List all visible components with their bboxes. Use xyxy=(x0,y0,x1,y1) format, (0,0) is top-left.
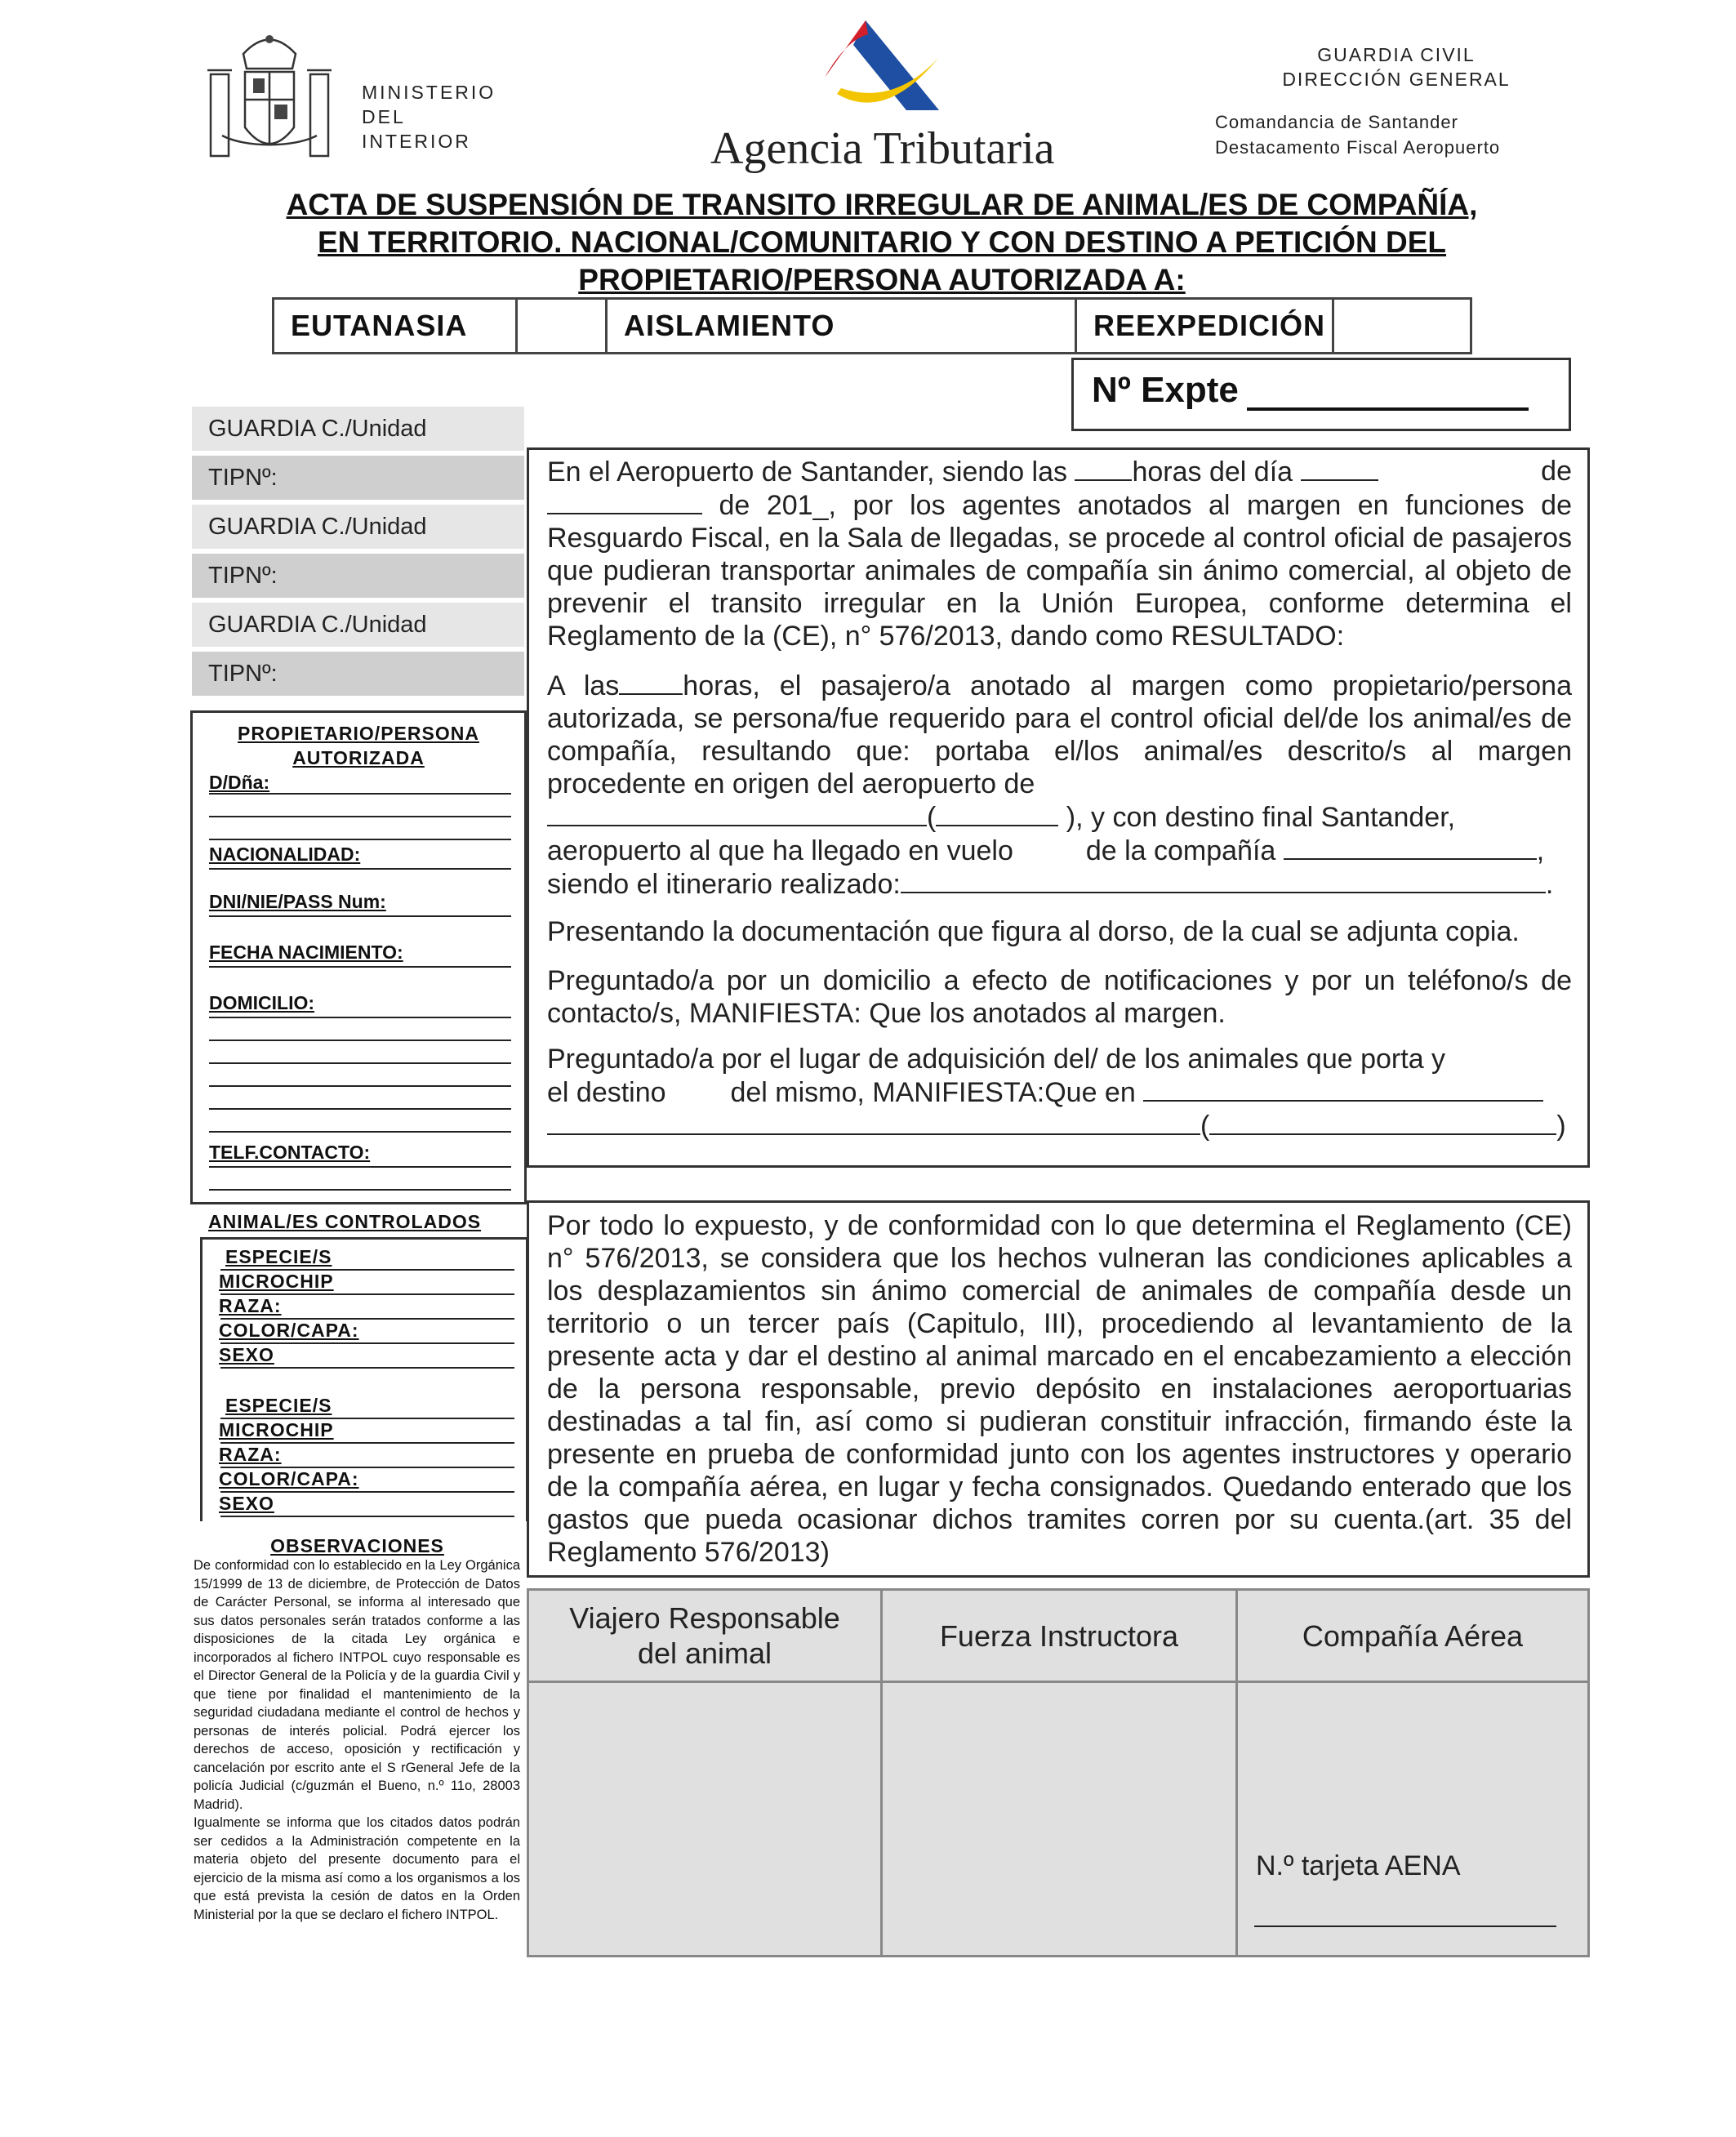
microchip-label: MICROCHIP xyxy=(219,1419,334,1440)
report-body xyxy=(527,447,1590,1168)
owner-heading-line: AUTORIZADA xyxy=(292,747,425,768)
checkbox-eutanasia[interactable] xyxy=(518,300,608,352)
hour-field[interactable] xyxy=(1075,455,1132,481)
address-field[interactable] xyxy=(209,1085,511,1087)
expte-field[interactable] xyxy=(1247,375,1529,411)
animals-heading: ANIMAL/ES CONTROLADOS xyxy=(208,1211,482,1232)
ministry-line: INTERIOR xyxy=(362,131,471,152)
comandancia-block xyxy=(1215,109,1500,160)
paragraph-conclusion: Por todo lo expuesto, y de conformidad con lo que determina el Reglamento (CE) n° 576/2013, se considera que los hechos vulneran las condiciones aplicables a los desplazamientos sin ánimo comercial de animales de compañía desde un territorio o un tercer país (Capitulo, III), procediendo al levantamiento de la presente acta y dar el destino al animal marcado en el encabezamiento a elección de la persona responsable, previo depósito en instalaciones aeroportuarias destinadas a tal fin, así como si pudieran constituir infracción, firmando éste la presente en prueba de conformidad junto con los agentes instructores y operario de la compañía aérea, en lugar y fecha consignados. Quedando enterado que los gastos que pueda ocasionar dichos tramites corren por su cuenta.(art. 35 del Reglamento 576/2013) xyxy=(547,1210,1572,1568)
p2-text: A las xyxy=(547,670,620,701)
sex-field[interactable] xyxy=(220,1367,514,1369)
signature-table xyxy=(527,1588,1590,1957)
origin-country-field[interactable] xyxy=(936,800,1058,826)
breed-label: RAZA: xyxy=(219,1444,282,1465)
sex-label: SEXO xyxy=(219,1344,274,1365)
owner-name-field[interactable] xyxy=(209,793,511,795)
address-field[interactable] xyxy=(209,1131,511,1133)
agent-tip-field[interactable]: TIPNº: xyxy=(192,456,524,500)
phone-field[interactable] xyxy=(209,1166,511,1168)
agent-unit-field[interactable]: GUARDIA C./Unidad xyxy=(192,603,524,647)
breed-label: RAZA: xyxy=(219,1295,282,1316)
paragraph-documentation: Presentando la documentación que figura al dorso, de la cual se adjunta copia. xyxy=(547,916,1520,947)
option-reexpedicion: REEXPEDICIÓN xyxy=(1077,300,1334,352)
owner-name-field[interactable] xyxy=(209,839,511,840)
p1-text: horas del día xyxy=(1132,456,1293,488)
p2-text: de la compañía xyxy=(1085,835,1276,866)
address-field[interactable] xyxy=(209,1062,511,1064)
color-label: COLOR/CAPA: xyxy=(219,1468,359,1489)
p2-text: horas, el pasajero/a anotado al margen como propietario/persona autorizada, se persona/fue requerido para el control oficial del/de los animal/es de compañía, resultando que: portaba el/los animal/es descrito/s al margen procedente en origen del aeropuerto de xyxy=(547,670,1572,799)
color-label: COLOR/CAPA: xyxy=(219,1320,359,1341)
p2-text: siendo el itinerario realizado: xyxy=(547,869,901,900)
checkbox-reexpedicion[interactable] xyxy=(1334,300,1470,352)
ministry-line: DEL xyxy=(362,106,406,127)
agent-unit-field[interactable]: GUARDIA C./Unidad xyxy=(192,505,524,549)
p1-text: de xyxy=(1541,456,1572,487)
notice-paragraph: Igualmente se informa que los citados datos podrán ser cedidos a la Administración competente en la materia objeto del presente documento para el ejercicio de la misma así como a los organismos a los que está prevista la cesión de datos en la Orden Ministerial por la que se declaro el fichero INTPOL. xyxy=(194,1815,520,1922)
day-field[interactable] xyxy=(1301,455,1378,481)
expediente-number xyxy=(1071,358,1571,431)
phone-label: TELF.CONTACTO: xyxy=(209,1142,371,1163)
acquisition-place-field[interactable] xyxy=(547,1109,1200,1135)
document-title xyxy=(237,186,1527,299)
p5-text: Preguntado/a por el lugar de adquisición del/ de los animales que porta y xyxy=(547,1044,1446,1075)
guardia-civil-header xyxy=(1217,42,1576,91)
coat-of-arms-icon xyxy=(204,29,335,164)
owner-heading-line: PROPIETARIO/PERSONA xyxy=(238,723,479,744)
p2-text: aeropuerto al que ha llegado en vuelo xyxy=(547,835,1013,866)
p2-text: ), y con destino final Santander, xyxy=(1066,802,1456,833)
p5-text: del mismo, MANIFIESTA:Que en xyxy=(730,1077,1136,1108)
acquisition-field[interactable] xyxy=(1143,1075,1543,1102)
origin-airport-field[interactable] xyxy=(547,800,927,826)
signature-traveler-heading: Viajero Responsable del animal xyxy=(529,1591,880,1683)
sex-label: SEXO xyxy=(219,1493,274,1514)
nationality-field[interactable] xyxy=(209,868,511,870)
signature-airline[interactable] xyxy=(1238,1591,1587,1955)
species-label: ESPECIE/S xyxy=(225,1246,332,1267)
signature-instructor-heading: Fuerza Instructora xyxy=(883,1591,1235,1683)
guardia-civil-line: GUARDIA CIVIL xyxy=(1317,44,1476,65)
ministry-name xyxy=(362,80,496,154)
p5-text: el destino xyxy=(547,1077,666,1108)
address-label: DOMICILIO: xyxy=(209,992,315,1013)
p1-text: de 201_, por los agentes anotados al margen en funciones de Resguardo Fiscal, en la Sala de llegadas, se procede al control oficial de pasajeros que pudieran transportar animales de compañía sin ánimo comercial, al objeto de prevenir el transito irregular en la Unión Europea, conforme determina el Reglamento de la (CE), n° 576/2013, dando como RESULTADO: xyxy=(547,490,1572,652)
agencia-tributaria-logo-icon xyxy=(821,16,943,114)
title-line: EN TERRITORIO. NACIONAL/COMUNITARIO Y CON DESTINO A PETICIÓN DEL xyxy=(317,225,1447,259)
owner-heading xyxy=(193,721,524,770)
animals-section xyxy=(200,1237,528,1521)
birth-date-field[interactable] xyxy=(209,966,511,968)
aena-card-field[interactable] xyxy=(1254,1926,1556,1927)
expte-label: Nº Expte xyxy=(1092,370,1239,410)
hour-field[interactable] xyxy=(619,669,683,695)
notice-paragraph: De conformidad con lo establecido en la Ley Orgánica 15/1999 de 13 de diciembre, de Protección de Datos de Carácter Personal, se informa al interesado que sus datos personales serán tratados conforme a las disposiciones de la citada Ley orgánica e incorporados al fichero INTPOL cuyo responsable es el Director General de la Policía y de la guardia Civil y que tiene por finalidad el mantenimiento de la seguridad ciudadana mediante el control de hechos y personas de interés policial. Podrá ejercer los derechos de acceso, oposición y rectificación y cancelación por escrito ante el S rGeneral Jefe de la policía Judicial (c/guzmán el Bueno, n.º 11o, 28003 Madrid). xyxy=(194,1558,520,1812)
conclusion-section xyxy=(527,1200,1590,1578)
aena-card-label: N.º tarjeta AENA xyxy=(1256,1850,1461,1881)
agent-tip-field[interactable]: TIPNº: xyxy=(192,554,524,598)
paragraph-result: A las horas, el pasajero/a anotado al margen como propietario/persona autorizada, se persona/fue requerido para el control oficial del/de los animal/es de compañía, resultando que: portaba el/los animal/es descrito/s al margen procedente en origen del aeropuerto de ( ), y con destino final Santander, aeropuerto al que ha llegado en vuelo de la compañía , siendo el itinerario realizado: . xyxy=(547,670,1572,900)
comandancia-line: Comandancia de Santander xyxy=(1215,112,1458,132)
paragraph-opening xyxy=(547,455,1572,652)
birth-date-label: FECHA NACIMIENTO: xyxy=(209,942,403,963)
acquisition-country-field[interactable] xyxy=(1209,1109,1556,1135)
owner-section xyxy=(190,710,527,1204)
nationality-label: NACIONALIDAD: xyxy=(209,844,361,865)
owner-name-field[interactable] xyxy=(209,816,511,817)
destination-options xyxy=(272,297,1472,354)
phone-field[interactable] xyxy=(209,1189,511,1191)
observations-heading: OBSERVACIONES xyxy=(270,1535,444,1556)
signature-traveler[interactable] xyxy=(529,1591,883,1955)
species-label: ESPECIE/S xyxy=(225,1395,332,1416)
ministry-line: MINISTERIO xyxy=(362,82,496,103)
p1-text: En el Aeropuerto de Santander, siendo las xyxy=(547,456,1068,488)
destacamento-line: Destacamento Fiscal Aeropuerto xyxy=(1215,137,1501,158)
agent-unit-field[interactable]: GUARDIA C./Unidad xyxy=(192,407,524,451)
title-line: PROPIETARIO/PERSONA AUTORIZADA A: xyxy=(578,263,1186,296)
sex-field[interactable] xyxy=(220,1516,514,1517)
signature-airline-heading: Compañía Aérea xyxy=(1238,1591,1587,1683)
agency-name: Agencia Tributaria xyxy=(710,123,1055,174)
signature-instructor[interactable] xyxy=(883,1591,1238,1955)
airline-field[interactable] xyxy=(1284,834,1537,860)
direccion-general-line: DIRECCIÓN GENERAL xyxy=(1282,69,1511,90)
option-eutanasia: EUTANASIA xyxy=(274,300,518,352)
data-protection-notice xyxy=(194,1556,520,1924)
document-label: DNI/NIE/PASS Num: xyxy=(209,891,386,912)
owner-name-label: D/Dña: xyxy=(209,772,270,793)
title-line: ACTA DE SUSPENSIÓN DE TRANSITO IRREGULAR DE ANIMAL/ES DE COMPAÑÍA, xyxy=(286,188,1478,221)
agent-tip-field[interactable]: TIPNº: xyxy=(192,652,524,696)
address-field[interactable] xyxy=(209,1040,511,1041)
microchip-label: MICROCHIP xyxy=(219,1271,334,1292)
paragraph-acquisition: Preguntado/a por el lugar de adquisición del/ de los animales que porta y el destino del mismo, MANIFIESTA:Que en ( ) xyxy=(547,1044,1566,1142)
document-field[interactable] xyxy=(209,915,511,917)
itinerary-field[interactable] xyxy=(901,867,1546,893)
address-field[interactable] xyxy=(209,1017,511,1018)
option-aislamiento: AISLAMIENTO xyxy=(608,300,1077,352)
month-field[interactable] xyxy=(547,488,702,514)
paragraph-address: Preguntado/a por un domicilio a efecto de notificaciones y por un teléfono/s de contacto/s, MANIFIESTA: Que los anotados al margen. xyxy=(547,965,1572,1029)
address-field[interactable] xyxy=(209,1108,511,1110)
